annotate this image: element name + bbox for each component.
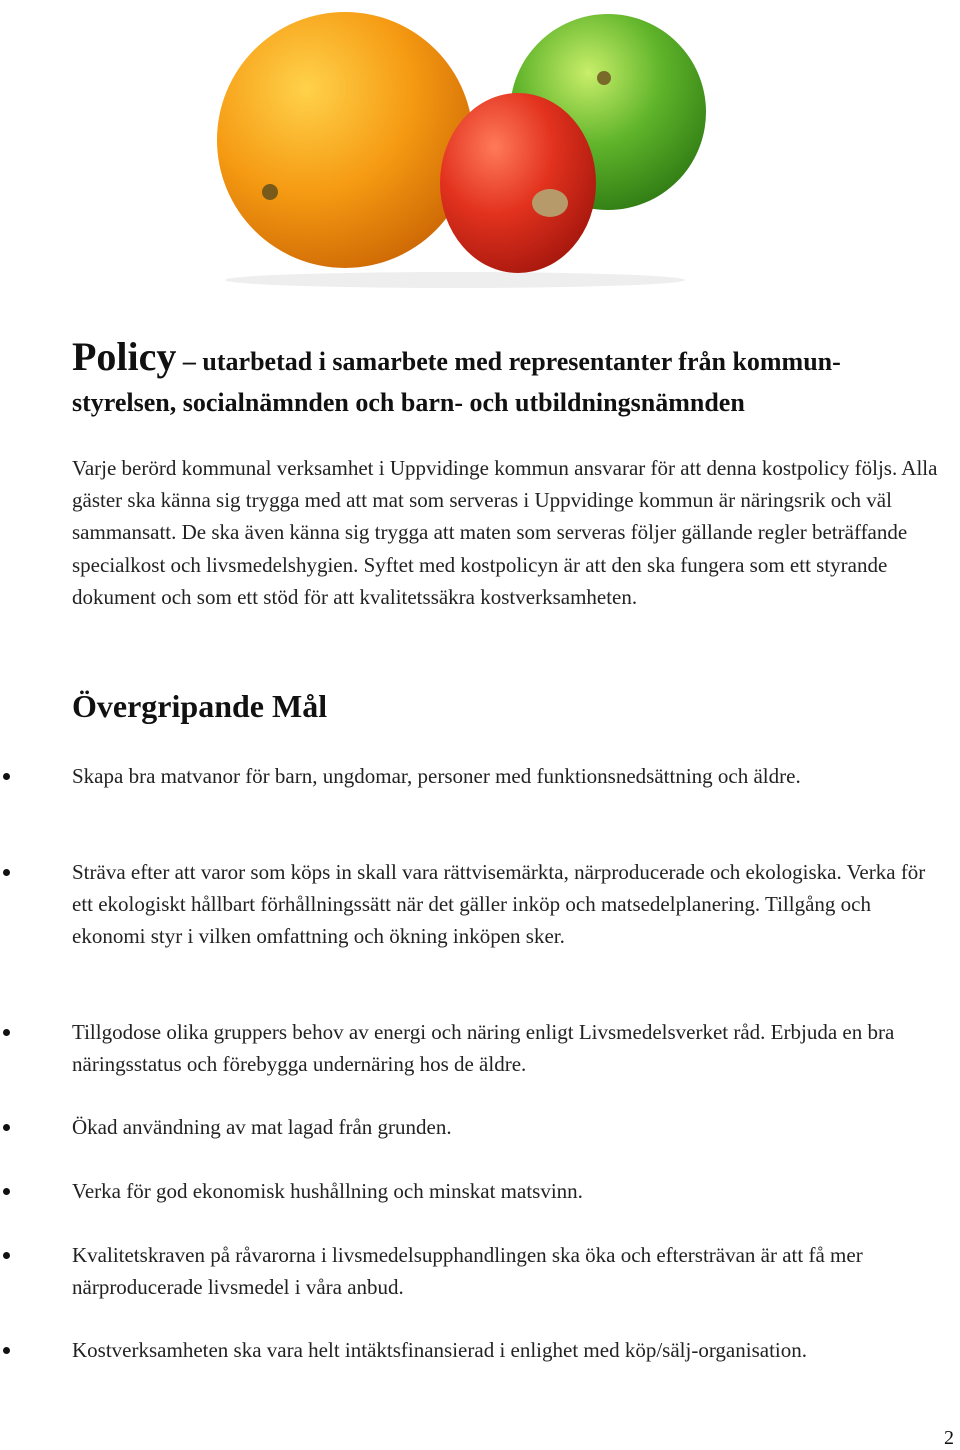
goal-text: Kostverksamheten ska vara helt intäktsfinansierad i enlighet med köp/sälj-organisation.	[72, 1338, 807, 1362]
fruit-image	[200, 0, 720, 292]
goal-text: Kvalitetskraven på råvarorna i livsmedelsupphandlingen ska öka och eftersträvan är att få mer närproducerade livsmedel i våra anbud.	[72, 1243, 863, 1299]
goal-text: Skapa bra matvanor för barn, ungdomar, personer med funktionsnedsättning och äldre.	[72, 764, 801, 788]
goal-item	[72, 760, 942, 792]
bullet-icon	[3, 1029, 10, 1036]
orange-icon	[217, 12, 473, 268]
orange-navel-icon	[262, 184, 278, 200]
goal-text: Tillgodose olika gruppers behov av energi och näring enligt Livsmedelsverket råd. Erbjuda en bra näringsstatus och förebygga undernäring hos de äldre.	[72, 1020, 895, 1076]
tomato-icon	[440, 93, 596, 273]
bullet-icon	[3, 1347, 10, 1354]
goals-heading: Övergripande Mål	[72, 688, 328, 724]
policy-title-subtitle: – utarbetad i samarbete med representanter från kommun-styrelsen, socialnämnden och barn- och utbildningsnämnden	[72, 347, 841, 417]
goal-item	[72, 856, 942, 952]
bullet-icon	[3, 1188, 10, 1195]
goal-item	[72, 1334, 942, 1366]
policy-title	[72, 336, 932, 423]
goal-text: Verka för god ekonomisk hushållning och minskat matsvinn.	[72, 1179, 583, 1203]
intro-paragraph: Varje berörd kommunal verksamhet i Uppvidinge kommun ansvarar för att denna kostpolicy följs. Alla gäster ska känna sig trygga med att mat som serveras i Uppvidinge kommun är näringsrik och väl sammansatt. De ska även känna sig trygga att maten som serveras följer gällande regler beträffande specialkost och livsmedelshygien. Syftet med kostpolicyn är att den ska fungera som ett styrande dokument och som ett stöd för att kvalitetssäkra kostverksamheten.	[72, 456, 938, 609]
fruit-shadow	[225, 272, 685, 288]
bullet-icon	[3, 1124, 10, 1131]
bullet-icon	[3, 1252, 10, 1259]
goal-item	[72, 1175, 942, 1207]
goal-item	[72, 1016, 942, 1080]
goal-text: Ökad användning av mat lagad från grunden.	[72, 1115, 452, 1139]
bullet-icon	[3, 773, 10, 780]
page-number: 2	[944, 1427, 954, 1449]
tomato-stem-icon	[532, 189, 568, 217]
goal-item	[72, 1239, 942, 1303]
goal-text: Sträva efter att varor som köps in skall vara rättvisemärkta, närproducerade och ekologiska. Verka för ett ekologiskt hållbart förhållningssätt när det gäller inköp och matsedelplanering. Tillgång och ekonomi styr i vilken omfattning och ökning inköpen sker.	[72, 860, 926, 948]
lime-stem-icon	[597, 71, 611, 85]
policy-title-main: Policy	[72, 334, 177, 379]
goal-item	[72, 1111, 942, 1143]
bullet-icon	[3, 869, 10, 876]
